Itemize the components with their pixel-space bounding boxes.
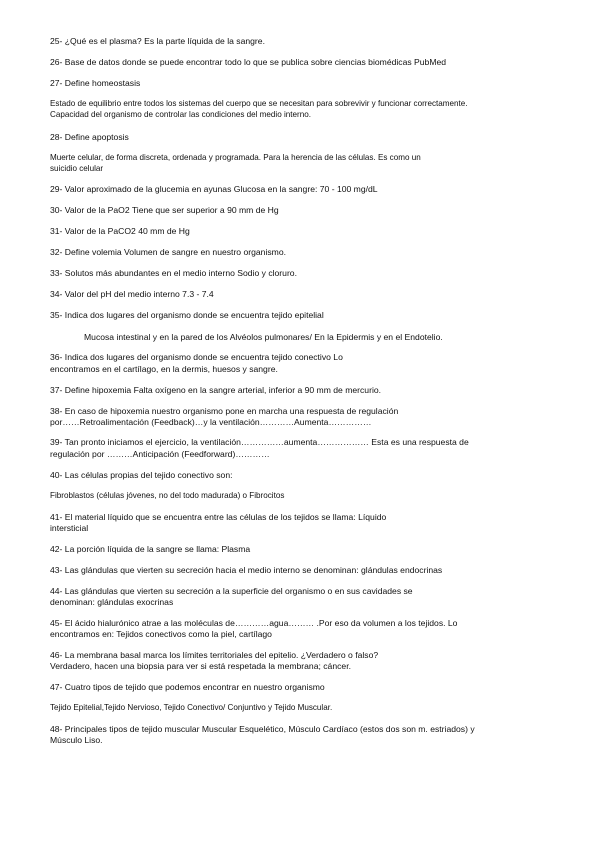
q30-text: 30- Valor de la PaO2 Tiene que ser superior a 90 mm de Hg xyxy=(50,205,279,215)
q38-line-1: 38- En caso de hipoxemia nuestro organismo pone en marcha una respuesta de regulación xyxy=(50,406,399,416)
q25-text: 25- ¿Qué es el plasma? Es la parte líquida de la sangre. xyxy=(50,36,265,46)
q35-answer: Mucosa intestinal y en la pared de los Alvéolos pulmonares/ En la Epidermis y en el Endotelio. xyxy=(84,332,443,342)
q45-line-1: 45- El ácido hialurónico atrae a las moléculas de…………agua……… .Por eso da volumen a los tejidos. Lo xyxy=(50,618,458,628)
q48-line-1: 48- Principales tipos de tejido muscular Muscular Esquelético, Músculo Cardíaco (estos dos son m. estriados) y xyxy=(50,724,475,734)
q47-answer: Tejido Epitelial,Tejido Nervioso, Tejido Conectivo/ Conjuntivo y Tejido Muscular. xyxy=(50,703,333,712)
q27-answer-line-2: Capacidad del organismo de controlar las condiciones del medio interno. xyxy=(50,110,311,119)
q31-text: 31- Valor de la PaCO2 40 mm de Hg xyxy=(50,226,190,236)
q33-text: 33- Solutos más abundantes en el medio interno Sodio y cloruro. xyxy=(50,268,297,278)
q37-text: 37- Define hipoxemia Falta oxígeno en la sangre arterial, inferior a 90 mm de mercurio. xyxy=(50,385,382,395)
q39-line-2: regulación por ………Anticipación (Feedforward)………… xyxy=(50,449,270,459)
q46-line-1: 46- La membrana basal marca los límites territoriales del epitelio. ¿Verdadero o falso? xyxy=(50,650,379,660)
q28-answer-line-1: Muerte celular, de forma discreta, ordenada y programada. Para la herencia de las células. Es como un xyxy=(50,153,421,162)
q28-question: 28- Define apoptosis xyxy=(50,132,129,142)
q28-answer-line-2: suicidio celular xyxy=(50,164,104,173)
q32-text: 32- Define volemia Volumen de sangre en nuestro organismo. xyxy=(50,247,286,257)
q40-question: 40- Las células propias del tejido conectivo son: xyxy=(50,470,233,480)
q43-text: 43- Las glándulas que vierten su secreción hacia el medio interno se denominan: glándulas endocrinas xyxy=(50,565,443,575)
q36-line-2: encontramos en el cartílago, en la dermis, huesos y sangre. xyxy=(50,364,278,374)
q41-line-2: intersticial xyxy=(50,523,89,533)
q34-text: 34- Valor del pH del medio interno 7.3 - 7.4 xyxy=(50,289,214,299)
q44-line-1: 44- Las glándulas que vierten su secreción a la superficie del organismo o en sus cavidades se xyxy=(50,586,413,596)
q47-question: 47- Cuatro tipos de tejido que podemos encontrar en nuestro organismo xyxy=(50,682,325,692)
q29-text: 29- Valor aproximado de la glucemia en ayunas Glucosa en la sangre: 70 - 100 mg/dL xyxy=(50,184,378,194)
q40-answer: Fibroblastos (células jóvenes, no del todo madurada) o Fibrocitos xyxy=(50,491,285,500)
q46-line-2: Verdadero, hacen una biopsia para ver si está respetada la membrana; cáncer. xyxy=(50,661,351,671)
q38-line-2: por……Retroalimentación (Feedback)…y la ventilación…………Aumenta…………… xyxy=(50,417,372,427)
q27-answer-line-1: Estado de equilibrio entre todos los sistemas del cuerpo que se necesitan para sobrevivir y funcionar correctamente. xyxy=(50,99,468,108)
q45-line-2: encontramos en: Tejidos conectivos como la piel, cartílago xyxy=(50,629,272,639)
q42-text: 42- La porción líquida de la sangre se llama: Plasma xyxy=(50,544,251,554)
q35-question: 35- Indica dos lugares del organismo donde se encuentra tejido epitelial xyxy=(50,310,324,320)
q48-line-2: Músculo Liso. xyxy=(50,735,103,745)
q44-line-2: denominan: glándulas exocrinas xyxy=(50,597,174,607)
q27-question: 27- Define homeostasis xyxy=(50,78,141,88)
q26-text: 26- Base de datos donde se puede encontrar todo lo que se publica sobre ciencias biomédicas PubMed xyxy=(50,57,447,67)
q36-line-1: 36- Indica dos lugares del organismo donde se encuentra tejido conectivo Lo xyxy=(50,352,343,362)
q39-line-1: 39- Tan pronto iniciamos el ejercicio, la ventilación……………aumenta……………… Esta es una respuesta de xyxy=(50,437,469,447)
q41-line-1: 41- El material líquido que se encuentra entre las células de los tejidos se llama: Líquido xyxy=(50,512,387,522)
